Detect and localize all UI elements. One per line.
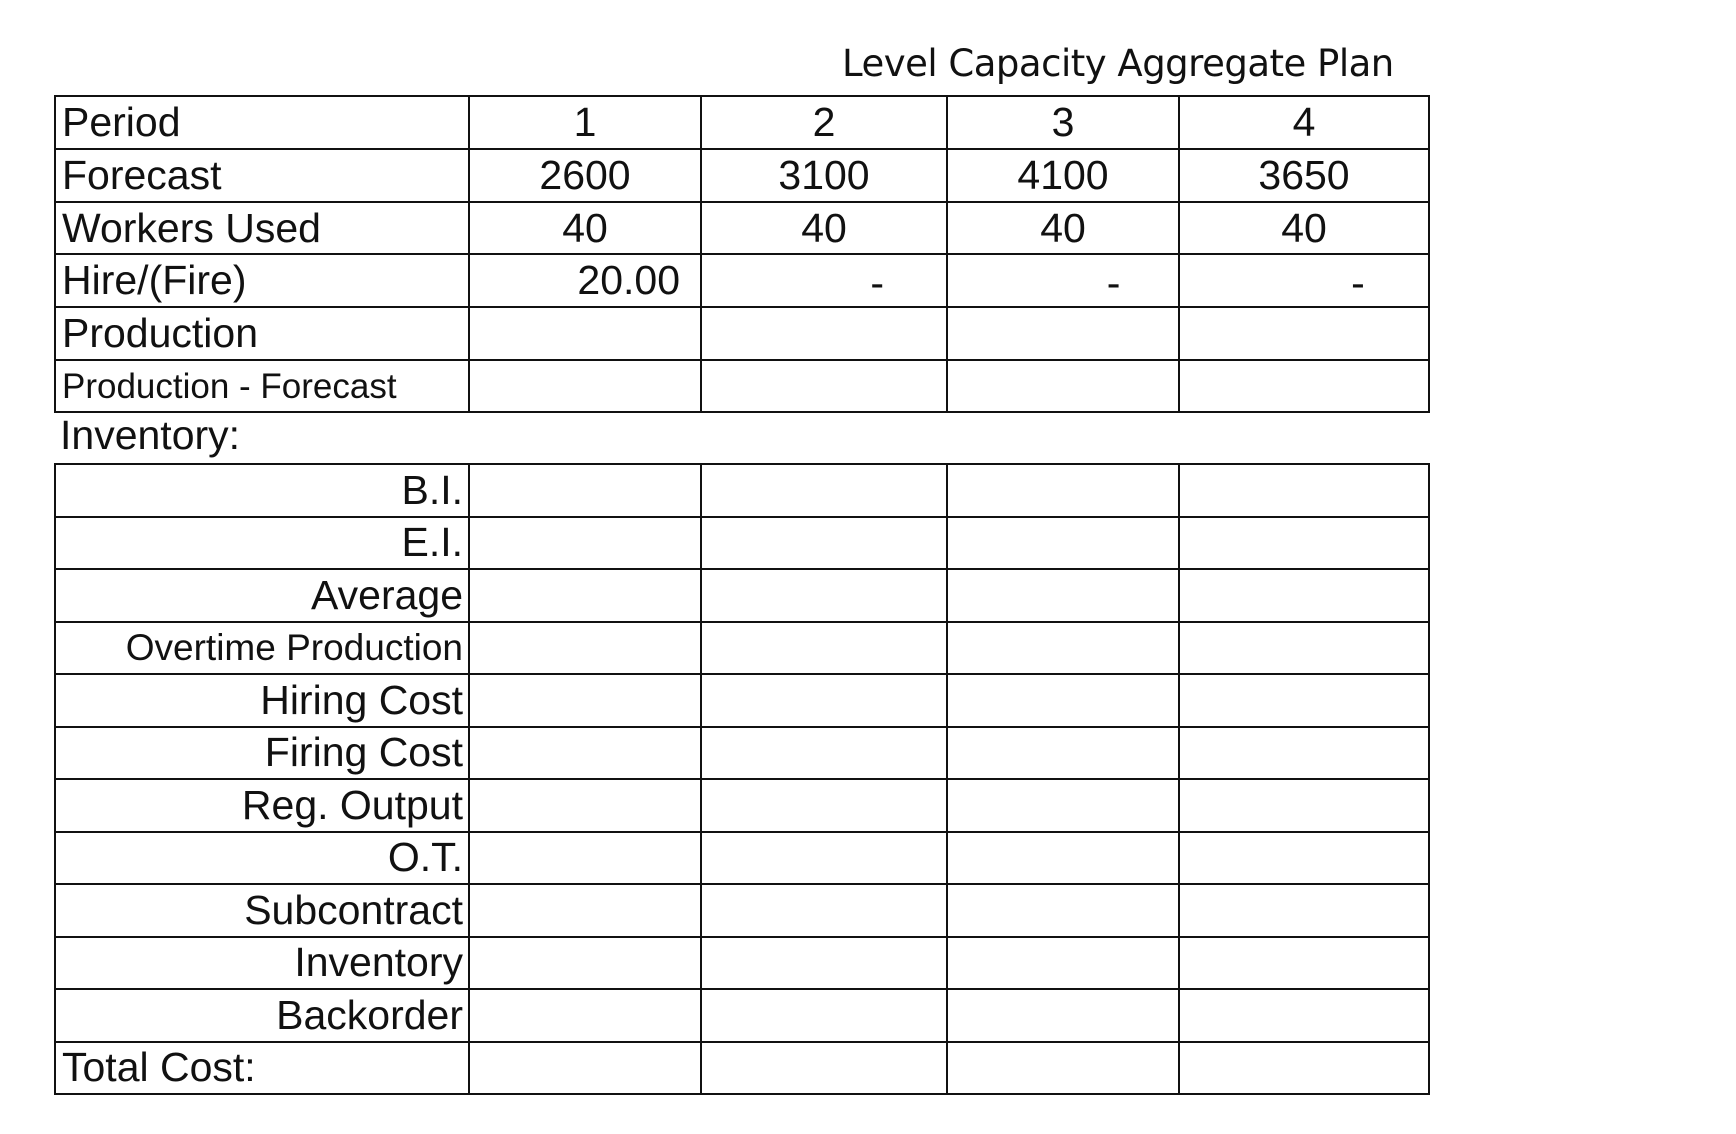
value-cell — [701, 779, 947, 832]
hire-fire-row — [55, 254, 1429, 307]
row-label: Forecast — [55, 149, 469, 202]
value-cell — [947, 779, 1179, 832]
value-cell — [469, 884, 701, 937]
workers-cell: 40 — [1179, 202, 1429, 254]
cost-row — [55, 622, 1429, 675]
period-cell: 2 — [701, 96, 947, 149]
value-cell — [1179, 674, 1429, 727]
workers-cell: 40 — [469, 202, 701, 254]
value-cell — [1179, 832, 1429, 885]
production-row — [55, 307, 1429, 360]
value-cell — [469, 832, 701, 885]
total-cost-label: Total Cost: — [55, 1042, 469, 1095]
value-cell — [1179, 569, 1429, 622]
value-cell — [947, 937, 1179, 990]
period-header-label: Period — [55, 96, 469, 149]
production-forecast-cell — [947, 360, 1179, 412]
value-cell — [701, 727, 947, 780]
period-row — [55, 96, 1429, 149]
row-label: Production — [55, 307, 469, 360]
workers-cell: 40 — [947, 202, 1179, 254]
value-cell — [1179, 937, 1429, 990]
value-cell — [701, 832, 947, 885]
production-forecast-cell — [469, 360, 701, 412]
cost-row — [55, 1042, 1429, 1095]
value-cell — [947, 517, 1179, 570]
value-cell — [1179, 727, 1429, 780]
value-cell — [469, 674, 701, 727]
value-cell — [469, 727, 701, 780]
row-label: Subcontract — [55, 884, 469, 937]
value-cell — [701, 622, 947, 675]
row-label: Workers Used — [55, 202, 469, 254]
inventory-section-label: Inventory: — [60, 412, 241, 458]
forecast-cell: 3100 — [701, 149, 947, 202]
value-cell — [947, 832, 1179, 885]
cost-row — [55, 517, 1429, 570]
forecast-cell: 2600 — [469, 149, 701, 202]
workers-used-row — [55, 202, 1429, 254]
value-cell — [701, 884, 947, 937]
hire-fire-cell — [947, 254, 1179, 307]
value-cell — [947, 622, 1179, 675]
cost-row — [55, 569, 1429, 622]
production-forecast-cell — [1179, 360, 1429, 412]
bottom-table — [54, 463, 1430, 1095]
value-cell — [1179, 884, 1429, 937]
value-cell — [947, 464, 1179, 517]
production-forecast-row — [55, 360, 1429, 412]
production-cell — [947, 307, 1179, 360]
value-cell — [947, 884, 1179, 937]
row-label: E.I. — [55, 517, 469, 570]
cost-row — [55, 674, 1429, 727]
value-cell — [1179, 989, 1429, 1042]
row-label: Average — [55, 569, 469, 622]
cost-row — [55, 832, 1429, 885]
top-table — [54, 95, 1430, 413]
value-cell — [469, 937, 701, 990]
value-cell — [1179, 779, 1429, 832]
value-cell — [947, 569, 1179, 622]
value-cell — [1179, 622, 1429, 675]
period-cell: 3 — [947, 96, 1179, 149]
production-cell — [469, 307, 701, 360]
row-label: Reg. Output — [55, 779, 469, 832]
value-cell — [469, 464, 701, 517]
value-cell — [469, 517, 701, 570]
row-label: Hire/(Fire) — [55, 254, 469, 307]
period-cell: 4 — [1179, 96, 1429, 149]
value-cell — [469, 622, 701, 675]
cost-row — [55, 727, 1429, 780]
value-cell — [701, 989, 947, 1042]
production-forecast-cell — [701, 360, 947, 412]
value-cell — [947, 727, 1179, 780]
value-cell — [701, 937, 947, 990]
forecast-cell: 3650 — [1179, 149, 1429, 202]
plan-title: Level Capacity Aggregate Plan — [842, 42, 1394, 85]
row-label: Inventory — [55, 937, 469, 990]
value-cell — [701, 517, 947, 570]
period-cell: 1 — [469, 96, 701, 149]
value-cell — [1179, 517, 1429, 570]
row-label: B.I. — [55, 464, 469, 517]
row-label: O.T. — [55, 832, 469, 885]
value-cell — [1179, 1042, 1429, 1095]
value-cell — [947, 989, 1179, 1042]
forecast-row — [55, 149, 1429, 202]
cost-row — [55, 989, 1429, 1042]
production-cell — [1179, 307, 1429, 360]
hire-fire-cell: 20.00 — [469, 254, 701, 307]
dash-value: - — [1351, 260, 1365, 306]
value-cell — [701, 674, 947, 727]
dash-value: - — [870, 260, 885, 306]
value-cell — [701, 1042, 947, 1095]
cost-row — [55, 464, 1429, 517]
hire-fire-cell — [701, 254, 947, 307]
row-label: Firing Cost — [55, 727, 469, 780]
value-cell — [469, 1042, 701, 1095]
row-label: Overtime Production — [55, 622, 469, 675]
value-cell — [701, 464, 947, 517]
cost-row — [55, 937, 1429, 990]
value-cell — [469, 779, 701, 832]
workers-cell: 40 — [701, 202, 947, 254]
row-label: Production - Forecast — [55, 360, 469, 412]
value-cell — [469, 569, 701, 622]
cost-row — [55, 779, 1429, 832]
row-label: Backorder — [55, 989, 469, 1042]
hire-fire-cell — [1179, 254, 1429, 307]
value-cell — [701, 569, 947, 622]
cost-row — [55, 884, 1429, 937]
dash-value: - — [1106, 260, 1121, 306]
forecast-cell: 4100 — [947, 149, 1179, 202]
production-cell — [701, 307, 947, 360]
value-cell — [947, 674, 1179, 727]
value-cell — [947, 1042, 1179, 1095]
value-cell — [1179, 464, 1429, 517]
value-cell — [469, 989, 701, 1042]
row-label: Hiring Cost — [55, 674, 469, 727]
